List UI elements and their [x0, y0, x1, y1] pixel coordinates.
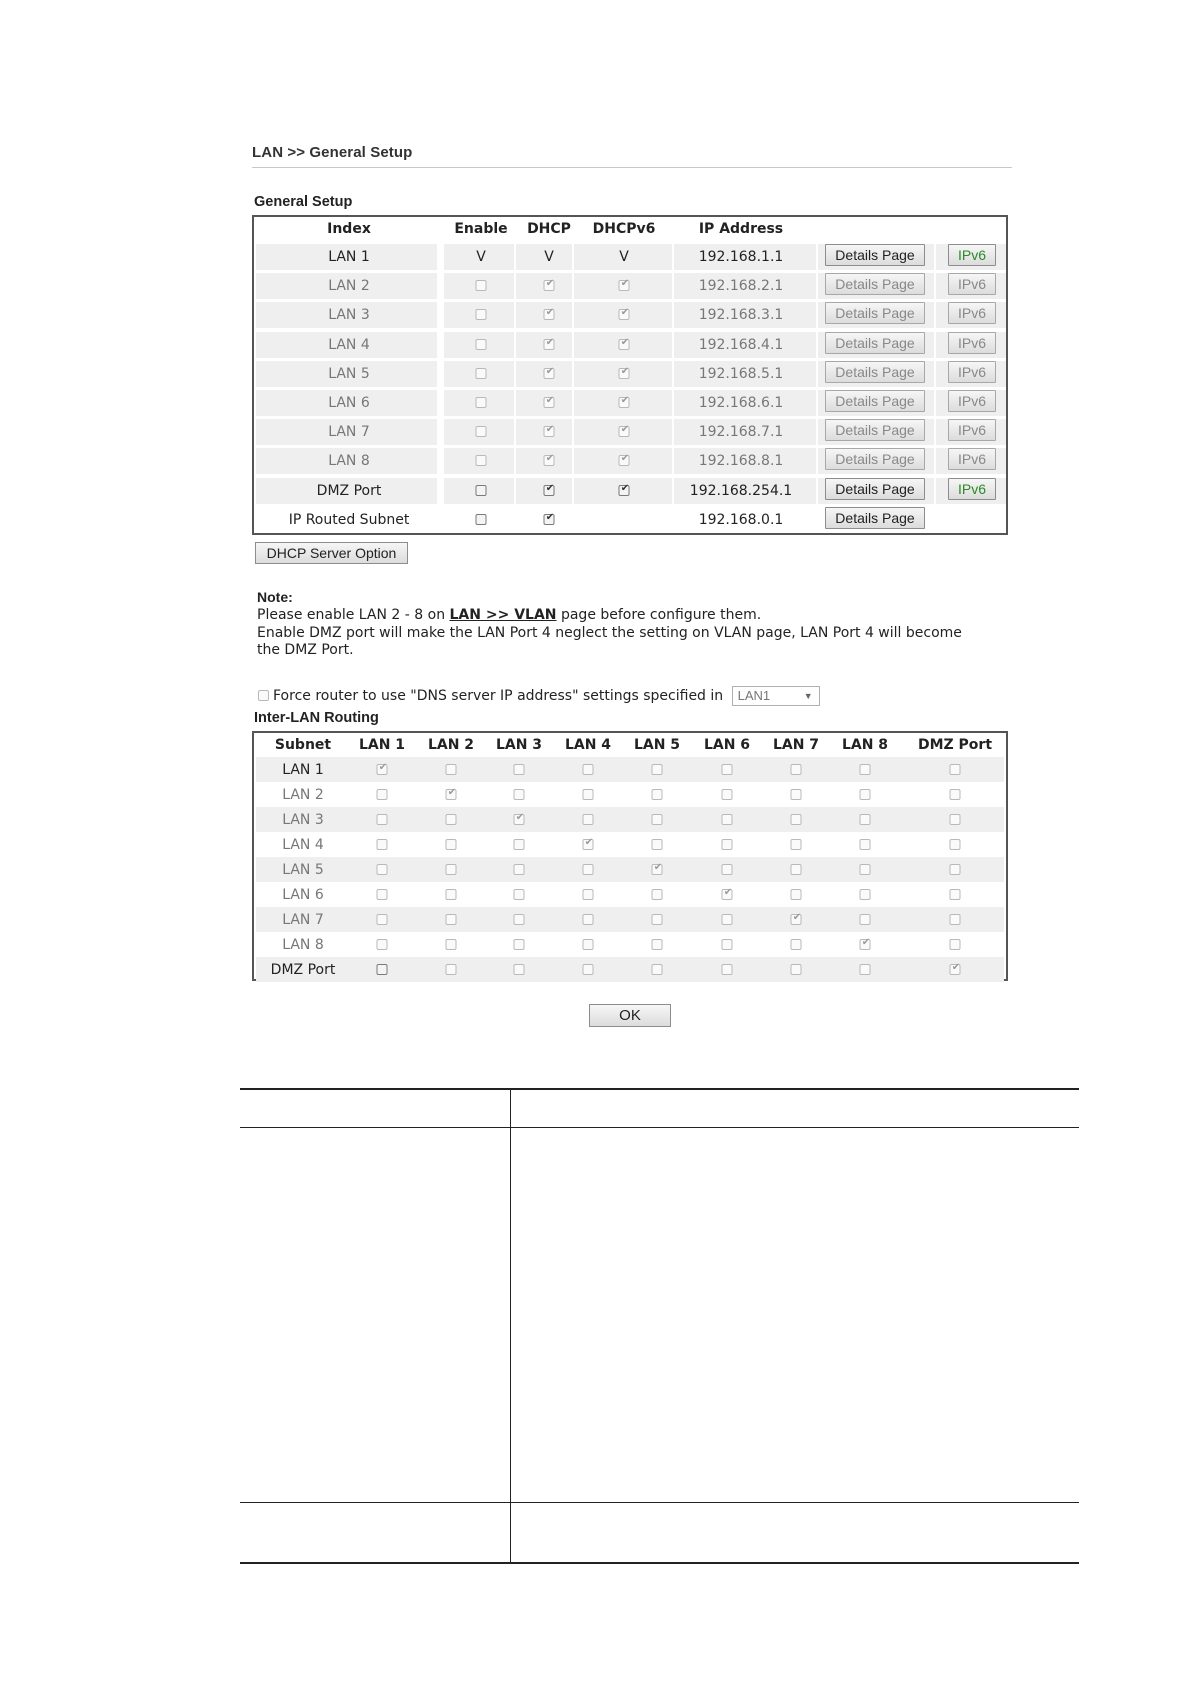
ipv6-button[interactable]: IPv6 [948, 448, 996, 470]
inter-lan-checkbox[interactable] [514, 939, 525, 950]
note-line-2: Enable DMZ port will make the LAN Port 4 neglect the setting on VLAN page, LAN Port 4 will become [257, 625, 962, 641]
ipv6-button[interactable]: IPv6 [948, 332, 996, 354]
inter-lan-subnet: DMZ Port [270, 962, 336, 978]
inter-lan-checkbox[interactable] [860, 864, 871, 875]
details-page-button[interactable]: Details Page [825, 273, 925, 295]
inter-lan-header-cell: DMZ Port [917, 737, 993, 753]
inter-lan-checkbox[interactable] [514, 839, 525, 850]
row-ip-address: 192.168.8.1 [698, 453, 784, 470]
general-setup-row [254, 418, 1006, 444]
row-index: LAN 4 [328, 336, 370, 353]
doc-table-header-rule [240, 1127, 1079, 1128]
general-setup-row [254, 447, 1006, 473]
details-page-button[interactable]: Details Page [825, 244, 925, 266]
lan-vlan-link[interactable]: LAN >> VLAN [449, 607, 557, 623]
dhcpv6-text: V [619, 249, 629, 265]
breadcrumb: LAN >> General Setup [252, 144, 413, 161]
inter-lan-checkbox[interactable] [446, 789, 457, 800]
ok-button[interactable]: OK [589, 1004, 671, 1027]
details-page-button[interactable]: Details Page [825, 419, 925, 441]
row-index: LAN 2 [328, 278, 370, 295]
dhcp-checkbox[interactable] [544, 309, 555, 320]
inter-lan-checkbox[interactable] [583, 964, 594, 975]
inter-lan-header-cell: LAN 4 [564, 737, 612, 753]
inter-lan-header-cell: LAN 7 [772, 737, 820, 753]
inter-lan-routing-table [252, 731, 1008, 981]
inter-lan-checkbox[interactable] [950, 789, 961, 800]
header-dhcp: DHCP [527, 221, 571, 237]
inter-lan-checkbox[interactable] [860, 914, 871, 925]
row-index: LAN 1 [328, 249, 370, 265]
header-index: Index [327, 221, 371, 237]
row-ip-address: 192.168.6.1 [698, 395, 784, 411]
inter-lan-subnet: LAN 7 [282, 912, 324, 928]
ipv6-button[interactable]: IPv6 [948, 419, 996, 441]
row-index: LAN 5 [328, 365, 370, 382]
note-line-1-text: Please enable LAN 2 - 8 on [257, 607, 450, 623]
inter-lan-row [254, 782, 1006, 807]
inter-lan-header-cell: LAN 2 [427, 737, 475, 753]
check-icon: ✔ [620, 453, 630, 465]
inter-lan-checkbox[interactable] [791, 939, 802, 950]
inter-lan-checkbox[interactable] [860, 814, 871, 825]
inter-lan-checkbox[interactable] [722, 789, 733, 800]
header-ip-address: IP Address [698, 221, 784, 237]
row-ip-address: 192.168.4.1 [698, 336, 784, 353]
row-ip-address: 192.168.3.1 [698, 307, 784, 324]
details-page-button[interactable]: Details Page [825, 361, 925, 383]
row-ip-address: 192.168.254.1 [689, 482, 793, 499]
inter-lan-header-cell: LAN 1 [358, 737, 406, 753]
doc-table-bottom-rule [240, 1562, 1079, 1564]
row-index: LAN 8 [328, 453, 370, 470]
check-icon: ✔ [861, 937, 871, 948]
inter-lan-row [256, 957, 1004, 982]
ipv6-button[interactable]: IPv6 [948, 361, 996, 383]
enable-text: V [476, 249, 486, 265]
inter-lan-checkbox[interactable] [791, 889, 802, 900]
inter-lan-checkbox[interactable] [860, 889, 871, 900]
inter-lan-subnet: LAN 5 [282, 862, 324, 878]
inter-lan-checkbox[interactable] [377, 889, 388, 900]
dhcp-checkbox[interactable] [544, 455, 555, 466]
enable-checkbox[interactable] [476, 485, 487, 496]
inter-lan-checkbox[interactable] [583, 939, 594, 950]
inter-lan-checkbox[interactable] [950, 889, 961, 900]
dhcpv6-checkbox[interactable] [619, 336, 630, 350]
dns-lan-select-value: LAN1 [737, 688, 771, 703]
ipv6-button[interactable]: IPv6 [948, 302, 996, 324]
inter-lan-checkbox[interactable] [583, 764, 594, 775]
inter-lan-checkbox[interactable] [377, 764, 388, 775]
inter-lan-checkbox[interactable] [377, 864, 388, 875]
row-index: LAN 7 [328, 424, 370, 441]
check-icon: ✔ [723, 887, 733, 898]
row-index: IP Routed Subnet [288, 511, 410, 528]
check-icon: ✔ [584, 837, 594, 848]
inter-lan-subnet: LAN 6 [282, 887, 324, 903]
row-ip-address: 192.168.1.1 [698, 249, 784, 265]
dhcpv6-checkbox[interactable] [619, 280, 630, 291]
check-icon: ✔ [620, 278, 630, 290]
inter-lan-checkbox[interactable] [791, 814, 802, 825]
details-page-button[interactable]: Details Page [825, 332, 925, 354]
dns-lan-select[interactable] [732, 686, 820, 706]
check-icon: ✔ [545, 336, 555, 348]
inter-lan-checkbox[interactable] [377, 789, 388, 800]
check-icon: ✔ [545, 365, 555, 377]
inter-lan-checkbox[interactable] [860, 789, 871, 800]
chevron-down-icon: ▼ [803, 691, 813, 701]
inter-lan-checkbox[interactable] [860, 939, 871, 950]
inter-lan-checkbox[interactable] [950, 964, 961, 975]
check-icon: ✔ [545, 395, 555, 406]
inter-lan-checkbox[interactable] [652, 914, 663, 925]
inter-lan-checkbox[interactable] [950, 764, 961, 775]
inter-lan-row [256, 807, 1004, 832]
note-line-1 [257, 607, 761, 623]
inter-lan-checkbox[interactable] [950, 839, 961, 850]
general-setup-row [254, 272, 1006, 298]
force-dns-label: Force router to use "DNS server IP address" settings specified in [273, 688, 724, 704]
check-icon: ✔ [951, 962, 961, 973]
inter-lan-row [254, 882, 1006, 907]
inter-lan-header [254, 733, 1006, 755]
breadcrumb-divider [252, 167, 1012, 168]
general-setup-row [254, 360, 1006, 386]
inter-lan-checkbox[interactable] [446, 889, 457, 900]
inter-lan-checkbox[interactable] [446, 939, 457, 950]
inter-lan-checkbox[interactable] [722, 939, 733, 950]
inter-lan-subnet: LAN 8 [282, 937, 324, 953]
inter-lan-checkbox[interactable] [652, 764, 663, 775]
ipv6-button[interactable]: IPv6 [948, 390, 996, 412]
inter-lan-header-cell: LAN 8 [841, 737, 889, 753]
inter-lan-checkbox[interactable] [791, 914, 802, 925]
general-setup-table [252, 215, 1008, 535]
row-index: LAN 3 [328, 307, 370, 324]
enable-checkbox[interactable] [476, 455, 487, 466]
inter-lan-checkbox[interactable] [446, 839, 457, 850]
check-icon: ✔ [515, 812, 525, 823]
dhcpv6-checkbox[interactable] [619, 397, 630, 408]
check-icon: ✔ [545, 511, 555, 523]
check-icon: ✔ [378, 762, 388, 773]
inter-lan-header-cell: LAN 3 [495, 737, 543, 753]
check-icon: ✔ [653, 862, 663, 873]
general-setup-title: General Setup [254, 194, 353, 210]
inter-lan-checkbox[interactable] [446, 864, 457, 875]
inter-lan-checkbox[interactable] [722, 964, 733, 975]
check-icon: ✔ [620, 424, 630, 436]
inter-lan-checkbox[interactable] [446, 764, 457, 775]
row-ip-address: 192.168.7.1 [698, 424, 784, 441]
row-index: DMZ Port [316, 482, 382, 499]
inter-lan-header-cell: LAN 6 [703, 737, 751, 753]
dhcp-checkbox[interactable] [544, 511, 555, 525]
inter-lan-checkbox[interactable] [446, 914, 457, 925]
inter-lan-checkbox[interactable] [652, 939, 663, 950]
general-setup-row [254, 477, 1006, 503]
inter-lan-checkbox[interactable] [377, 914, 388, 925]
check-icon: ✔ [792, 912, 802, 923]
inter-lan-checkbox[interactable] [791, 764, 802, 775]
inter-lan-checkbox[interactable] [722, 864, 733, 875]
note-line-3: the DMZ Port. [257, 642, 354, 658]
general-setup-row [254, 301, 1006, 327]
dhcpv6-checkbox[interactable] [619, 365, 630, 379]
inter-lan-routing-title: Inter-LAN Routing [254, 710, 379, 726]
dhcp-text: V [544, 249, 554, 265]
inter-lan-checkbox[interactable] [514, 789, 525, 800]
ipv6-button[interactable]: IPv6 [948, 478, 996, 500]
inter-lan-checkbox[interactable] [652, 864, 663, 875]
inter-lan-checkbox[interactable] [583, 889, 594, 900]
inter-lan-checkbox[interactable] [860, 964, 871, 975]
dhcpv6-checkbox[interactable] [619, 482, 630, 496]
inter-lan-subnet: LAN 1 [282, 762, 324, 778]
general-setup-row [254, 331, 1006, 357]
doc-table-row-rule [240, 1502, 1079, 1503]
check-icon: ✔ [545, 278, 555, 290]
inter-lan-checkbox[interactable] [377, 814, 388, 825]
enable-checkbox[interactable] [476, 397, 487, 408]
inter-lan-checkbox[interactable] [791, 964, 802, 975]
inter-lan-checkbox[interactable] [652, 789, 663, 800]
inter-lan-checkbox[interactable] [791, 839, 802, 850]
details-page-button[interactable]: Details Page [825, 507, 925, 529]
check-icon: ✔ [620, 307, 630, 319]
inter-lan-row [254, 932, 1006, 957]
dhcpv6-checkbox[interactable] [619, 309, 630, 320]
inter-lan-checkbox[interactable] [652, 839, 663, 850]
inter-lan-checkbox[interactable] [514, 814, 525, 825]
enable-checkbox[interactable] [476, 309, 487, 320]
general-setup-row [254, 506, 1006, 532]
enable-checkbox[interactable] [476, 426, 487, 437]
inter-lan-checkbox[interactable] [722, 839, 733, 850]
ipv6-button[interactable]: IPv6 [948, 273, 996, 295]
inter-lan-checkbox[interactable] [722, 889, 733, 900]
inter-lan-checkbox[interactable] [950, 914, 961, 925]
check-icon: ✔ [620, 336, 630, 348]
inter-lan-checkbox[interactable] [950, 864, 961, 875]
inter-lan-checkbox[interactable] [446, 964, 457, 975]
inter-lan-checkbox[interactable] [791, 864, 802, 875]
ipv6-button[interactable]: IPv6 [948, 244, 996, 266]
inter-lan-checkbox[interactable] [950, 814, 961, 825]
inter-lan-header-cell: LAN 5 [633, 737, 681, 753]
inter-lan-checkbox[interactable] [446, 814, 457, 825]
inter-lan-checkbox[interactable] [950, 939, 961, 950]
dhcp-server-option-button[interactable]: DHCP Server Option [255, 542, 408, 564]
check-icon: ✔ [620, 365, 630, 377]
inter-lan-checkbox[interactable] [377, 839, 388, 850]
force-dns-row [258, 686, 820, 706]
inter-lan-subnet: LAN 4 [282, 837, 324, 853]
inter-lan-checkbox[interactable] [514, 864, 525, 875]
details-page-button[interactable]: Details Page [825, 448, 925, 470]
enable-checkbox[interactable] [476, 368, 487, 379]
dhcp-checkbox[interactable] [544, 280, 555, 291]
inter-lan-checkbox[interactable] [583, 814, 594, 825]
row-ip-address: 192.168.5.1 [698, 365, 784, 382]
inter-lan-checkbox[interactable] [791, 789, 802, 800]
details-page-button[interactable]: Details Page [825, 390, 925, 412]
inter-lan-subnet: LAN 3 [282, 812, 324, 828]
dhcpv6-checkbox[interactable] [619, 455, 630, 466]
inter-lan-row [256, 757, 1004, 782]
inter-lan-checkbox[interactable] [583, 914, 594, 925]
inter-lan-row [254, 832, 1006, 857]
note-title: Note: [257, 589, 293, 605]
inter-lan-checkbox[interactable] [377, 964, 388, 975]
header-dhcpv6: DHCPv6 [592, 221, 656, 237]
inter-lan-checkbox[interactable] [652, 814, 663, 825]
inter-lan-subnet: LAN 2 [282, 787, 324, 803]
enable-checkbox[interactable] [476, 339, 487, 350]
general-setup-row [254, 389, 1006, 415]
inter-lan-checkbox[interactable] [514, 964, 525, 975]
note-line-1-tail: page before configure them. [556, 607, 762, 623]
inter-lan-row [256, 907, 1004, 932]
row-ip-address: 192.168.2.1 [698, 278, 784, 295]
force-dns-checkbox[interactable] [258, 690, 269, 701]
dhcp-checkbox[interactable] [544, 397, 555, 408]
dhcp-checkbox[interactable] [544, 365, 555, 379]
details-page-button[interactable]: Details Page [825, 478, 925, 500]
dhcp-checkbox[interactable] [544, 426, 555, 437]
dhcp-checkbox[interactable] [544, 482, 555, 496]
check-icon: ✔ [545, 482, 555, 494]
inter-lan-header-cell: Subnet [274, 737, 332, 753]
general-setup-header [254, 217, 1006, 239]
inter-lan-checkbox[interactable] [583, 789, 594, 800]
check-icon: ✔ [545, 307, 555, 319]
inter-lan-checkbox[interactable] [860, 764, 871, 775]
inter-lan-checkbox[interactable] [860, 839, 871, 850]
inter-lan-checkbox[interactable] [514, 764, 525, 775]
doc-table-column-divider [510, 1088, 511, 1564]
header-enable: Enable [454, 221, 508, 237]
inter-lan-checkbox[interactable] [722, 914, 733, 925]
inter-lan-checkbox[interactable] [583, 864, 594, 875]
check-icon: ✔ [620, 482, 630, 494]
enable-checkbox[interactable] [476, 280, 487, 291]
inter-lan-checkbox[interactable] [583, 839, 594, 850]
details-page-button[interactable]: Details Page [825, 302, 925, 324]
enable-checkbox[interactable] [476, 514, 487, 525]
inter-lan-checkbox[interactable] [514, 889, 525, 900]
dhcpv6-checkbox[interactable] [619, 426, 630, 437]
inter-lan-row [256, 857, 1004, 882]
inter-lan-checkbox[interactable] [722, 814, 733, 825]
row-ip-address: 192.168.0.1 [698, 511, 784, 528]
check-icon: ✔ [620, 395, 630, 406]
doc-table-top-rule [240, 1088, 1079, 1090]
dhcp-checkbox[interactable] [544, 336, 555, 350]
inter-lan-checkbox[interactable] [377, 939, 388, 950]
inter-lan-checkbox[interactable] [652, 889, 663, 900]
general-setup-row [254, 243, 1006, 269]
inter-lan-checkbox[interactable] [514, 914, 525, 925]
inter-lan-checkbox[interactable] [652, 964, 663, 975]
check-icon: ✔ [545, 424, 555, 436]
row-index: LAN 6 [328, 395, 370, 411]
check-icon: ✔ [447, 787, 457, 798]
check-icon: ✔ [545, 453, 555, 465]
inter-lan-checkbox[interactable] [722, 764, 733, 775]
